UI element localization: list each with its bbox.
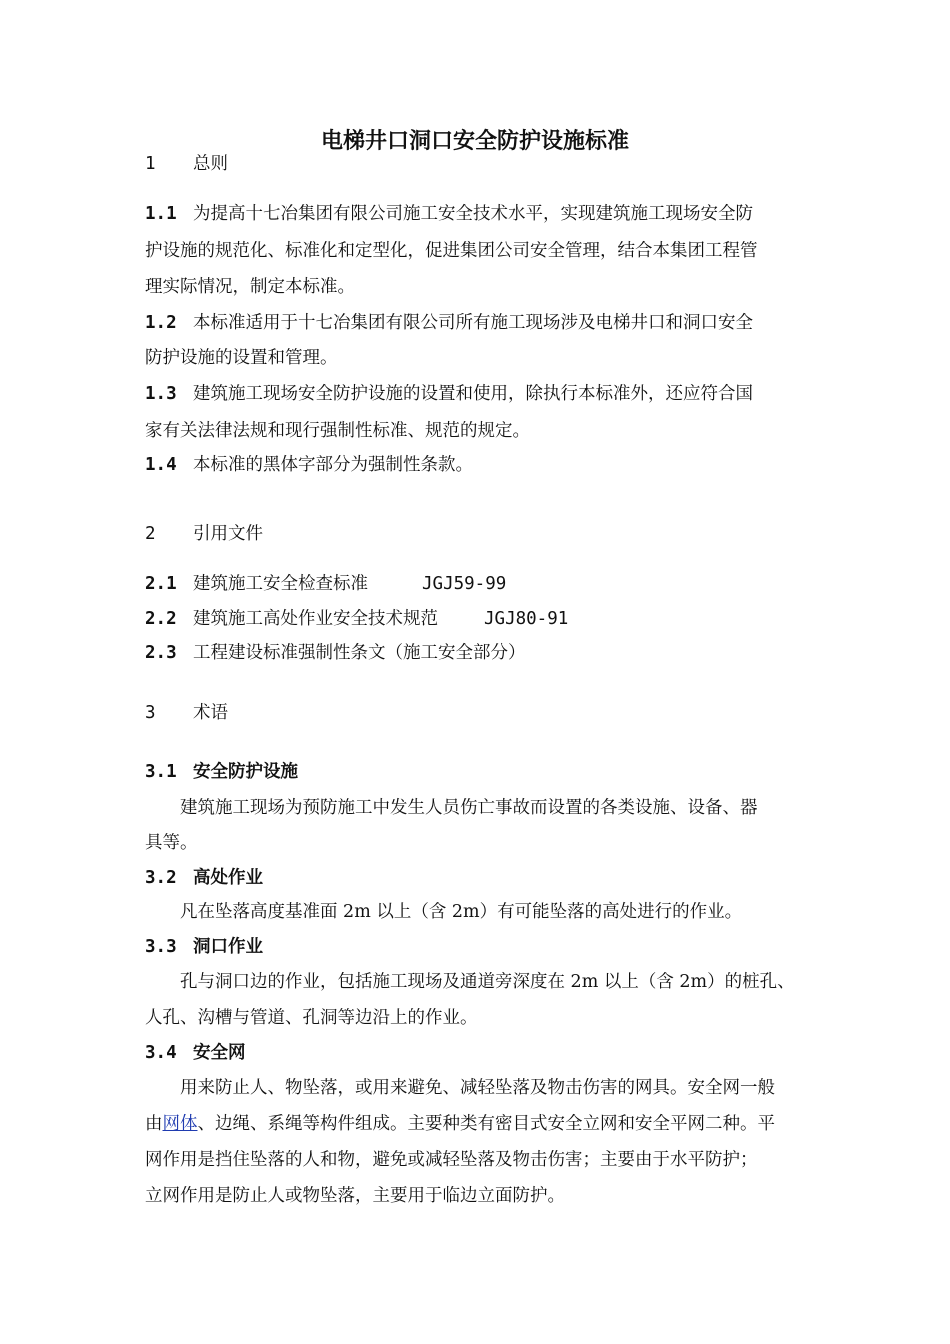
clause-text: 本标准的黑体字部分为强制性条款。 xyxy=(193,455,473,475)
clause-number: 1.2 xyxy=(145,313,177,333)
clause-1-4 xyxy=(145,453,473,477)
clause-text-line: 护设施的规范化、标准化和定型化，促进集团公司安全管理，结合本集团工程管 xyxy=(145,241,758,261)
definition-line: 用来防止人、物坠落，或用来避免、减轻坠落及物击伤害的网具。安全网一般 xyxy=(180,1078,775,1098)
term-3-4 xyxy=(145,1041,246,1065)
clause-1-3 xyxy=(145,382,753,406)
reference-code: JGJ59-99 xyxy=(422,574,507,594)
section-title: 术语 xyxy=(193,703,228,723)
section-number: 1 xyxy=(145,154,156,174)
term-title: 洞口作业 xyxy=(193,937,263,957)
term-title: 安全防护设施 xyxy=(193,762,298,782)
definition-line: 建筑施工现场为预防施工中发生人员伤亡事故而设置的各类设施、设备、器 xyxy=(180,798,758,818)
clause-text-line: 防护设施的设置和管理。 xyxy=(145,348,338,368)
section-2-heading xyxy=(145,522,263,546)
definition-line: 凡在坠落高度基准面 2m 以上（含 2m）有可能坠落的高处进行的作业。 xyxy=(180,902,743,922)
term-3-2 xyxy=(145,866,263,890)
clause-text: 建筑施工现场安全防护设施的设置和使用，除执行本标准外，还应符合国 xyxy=(193,384,753,404)
clause-number: 3.1 xyxy=(145,762,177,782)
reference-2-2 xyxy=(145,607,568,631)
term-3-1 xyxy=(145,760,298,784)
reference-title: 建筑施工安全检查标准 xyxy=(193,574,368,594)
reference-title: 建筑施工高处作业安全技术规范 xyxy=(193,609,438,629)
definition-line: 立网作用是防止人或物坠落，主要用于临边立面防护。 xyxy=(145,1186,565,1206)
clause-1-1 xyxy=(145,202,753,226)
reference-2-1 xyxy=(145,572,506,596)
section-1-heading xyxy=(145,152,228,176)
reference-2-3 xyxy=(145,641,526,665)
section-title: 总则 xyxy=(193,154,228,174)
section-number: 2 xyxy=(145,524,156,544)
clause-number: 3.2 xyxy=(145,868,177,888)
clause-text-line: 家有关法律法规和现行强制性标准、规范的规定。 xyxy=(145,421,530,441)
document-title: 电梯井口洞口安全防护设施标准 xyxy=(320,128,629,154)
reference-title: 工程建设标准强制性条文（施工安全部分） xyxy=(193,643,526,663)
clause-text: 本标准适用于十七冶集团有限公司所有施工现场涉及电梯井口和洞口安全 xyxy=(193,313,753,333)
definition-line: 具等。 xyxy=(145,833,198,853)
clause-text: 为提高十七冶集团有限公司施工安全技术水平，实现建筑施工现场安全防 xyxy=(193,204,753,224)
clause-1-2 xyxy=(145,311,753,335)
term-title: 安全网 xyxy=(193,1043,246,1063)
clause-number: 1.4 xyxy=(145,455,177,475)
clause-number: 1.3 xyxy=(145,384,177,404)
reference-code: JGJ80-91 xyxy=(484,609,569,629)
term-title: 高处作业 xyxy=(193,868,263,888)
clause-number: 2.2 xyxy=(145,609,177,629)
clause-number: 3.3 xyxy=(145,937,177,957)
section-title: 引用文件 xyxy=(193,524,263,544)
clause-number: 2.1 xyxy=(145,574,177,594)
clause-text-line: 理实际情况，制定本标准。 xyxy=(145,277,355,297)
clause-number: 3.4 xyxy=(145,1043,177,1063)
section-number: 3 xyxy=(145,703,156,723)
term-3-3 xyxy=(145,935,263,959)
clause-number: 2.3 xyxy=(145,643,177,663)
definition-line: 由网体、边绳、系绳等构件组成。主要种类有密目式安全立网和安全平网二种。平 xyxy=(145,1114,775,1134)
net-body-link[interactable]: 网体 xyxy=(162,1114,198,1134)
clause-number: 1.1 xyxy=(145,204,177,224)
definition-line: 孔与洞口边的作业，包括施工现场及通道旁深度在 2m 以上（含 2m）的桩孔、 xyxy=(180,972,795,992)
section-3-heading xyxy=(145,701,228,725)
definition-line: 网作用是挡住坠落的人和物，避免或减轻坠落及物击伤害；主要由于水平防护； xyxy=(145,1150,758,1170)
definition-line: 人孔、沟槽与管道、孔洞等边沿上的作业。 xyxy=(145,1008,478,1028)
